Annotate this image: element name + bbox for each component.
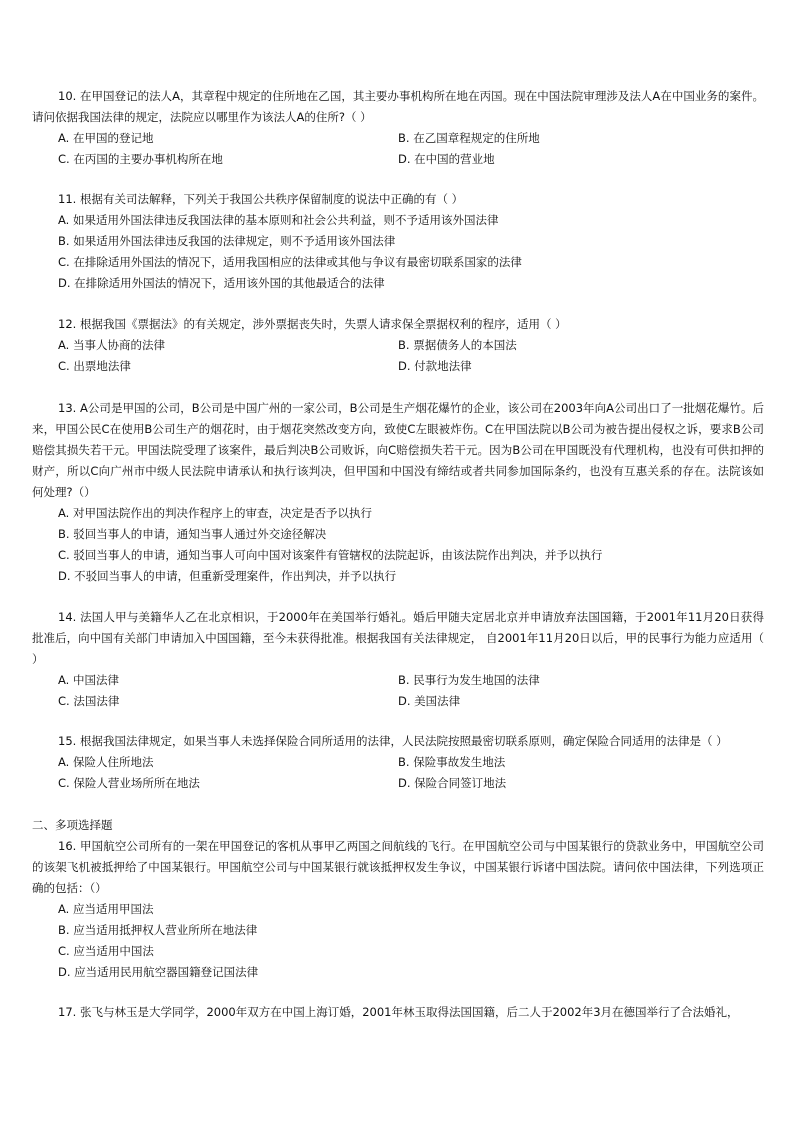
question-15 bbox=[32, 731, 764, 794]
option-a: A. 保险人住所地法 bbox=[58, 755, 154, 769]
option-a: A. 应当适用甲国法 bbox=[58, 902, 154, 916]
section-title: 二、多项选择题 bbox=[32, 818, 113, 832]
option-a: A. 中国法律 bbox=[58, 673, 119, 687]
question-17 bbox=[32, 1002, 764, 1023]
option-a: A. 在甲国的登记地 bbox=[58, 131, 154, 145]
option-c: C. 在丙国的主要办事机构所在地 bbox=[58, 152, 223, 166]
option-b: B. 应当适用抵押权人营业所所在地法律 bbox=[58, 923, 258, 937]
options bbox=[32, 335, 764, 377]
options bbox=[32, 210, 764, 294]
option-b: B. 民事行为发生地国的法律 bbox=[398, 673, 540, 687]
option-c: C. 在排除适用外国法的情况下，适用我国相应的法律或其他与争议有最密切联系国家的法律 bbox=[58, 255, 522, 269]
option-d: D. 保险合同签订地法 bbox=[398, 776, 507, 790]
option-c: C. 出票地法律 bbox=[58, 359, 131, 373]
question-stem: 13. A公司是甲国的公司，B公司是中国广州的一家公司，B公司是生产烟花爆竹的企业，该公司在2003年向A公司出口了一批烟花爆竹。后来，甲国公民C在使用B公司生产的烟花时，由于烟花突然改变方向，致使C左眼被炸伤。C在甲国法院以B公司为被告提出侵权之诉，要求B公司赔偿其损失若干元。甲国法院受理了该案件，最后判决B公司败诉，向C赔偿损失若干元。因为B公司在甲国既没有代理机构，也没有可供扣押的财产，所以C向广州市中级人民法院申请承认和执行该判决，但甲国和中国没有缔结或者共同参加国际条约，也没有互惠关系的存在。法院该如何处理?（） bbox=[32, 401, 764, 499]
option-a: A. 如果适用外国法律违反我国法律的基本原则和社会公共利益，则不予适用该外国法律 bbox=[58, 213, 499, 227]
question-stem: 15. 根据我国法律规定，如果当事人未选择保险合同所适用的法律，人民法院按照最密切联系原则，确定保险合同适用的法律是（ ） bbox=[58, 734, 728, 748]
option-c: C. 驳回当事人的申请，通知当事人可向中国对该案件有管辖权的法院起诉，由该法院作出判决，并予以执行 bbox=[58, 548, 603, 562]
question-stem: 10. 在甲国登记的法人A，其章程中规定的住所地在乙国，其主要办事机构所在地在丙国。现在中国法院审理涉及法人A在中国业务的案件。请问依据我国法律的规定，法院应以哪里作为该法人A的住所?（ ） bbox=[32, 89, 764, 124]
option-b: B. 如果适用外国法律违反我国的法律规定，则不予适用该外国法律 bbox=[58, 234, 396, 248]
option-d: D. 付款地法律 bbox=[398, 359, 472, 373]
question-12 bbox=[32, 314, 764, 377]
option-d: D. 应当适用民用航空器国籍登记国法律 bbox=[58, 965, 259, 979]
option-c: C. 法国法律 bbox=[58, 694, 120, 708]
options bbox=[32, 503, 764, 587]
option-d: D. 不驳回当事人的申请，但重新受理案件，作出判决，并予以执行 bbox=[58, 569, 397, 583]
question-10 bbox=[32, 86, 764, 170]
option-a: A. 对甲国法院作出的判决作程序上的审查，决定是否予以执行 bbox=[58, 506, 372, 520]
question-stem: 12. 根据我国《票据法》的有关规定，涉外票据丧失时，失票人请求保全票据权利的程序，适用（ ） bbox=[58, 317, 567, 331]
question-16 bbox=[32, 836, 764, 983]
question-14 bbox=[32, 607, 764, 712]
option-d: D. 在中国的营业地 bbox=[398, 152, 495, 166]
options bbox=[32, 899, 764, 983]
option-b: B. 驳回当事人的申请，通知当事人通过外交途径解决 bbox=[58, 527, 327, 541]
option-c: C. 保险人营业场所所在地法 bbox=[58, 776, 200, 790]
option-b: B. 在乙国章程规定的住所地 bbox=[398, 131, 540, 145]
option-a: A. 当事人协商的法律 bbox=[58, 338, 165, 352]
options bbox=[32, 128, 764, 170]
options bbox=[32, 752, 764, 794]
question-13 bbox=[32, 398, 764, 587]
option-d: D. 美国法律 bbox=[398, 694, 461, 708]
question-stem: 11. 根据有关司法解释，下列关于我国公共秩序保留制度的说法中正确的有（ ） bbox=[58, 192, 464, 206]
option-c: C. 应当适用中国法 bbox=[58, 944, 154, 958]
question-11 bbox=[32, 189, 764, 294]
option-b: B. 保险事故发生地法 bbox=[398, 755, 506, 769]
question-stem: 14. 法国人甲与美籍华人乙在北京相识，于2000年在美国举行婚礼。婚后甲随夫定居北京并申请放弃法国国籍，于2001年11月20日获得批准后，向中国有关部门申请加入中国国籍，至今未获得批准。根据我国有关法律规定， 自2001年11月20日以后，甲的民事行为能力应适用（ ） bbox=[32, 610, 764, 666]
option-d: D. 在排除适用外国法的情况下，适用该外国的其他最适合的法律 bbox=[58, 276, 385, 290]
options bbox=[32, 670, 764, 712]
option-b: B. 票据债务人的本国法 bbox=[398, 338, 517, 352]
question-stem: 17. 张飞与林玉是大学同学，2000年双方在中国上海订婚，2001年林玉取得法国国籍，后二人于2002年3月在德国举行了合法婚礼， bbox=[58, 1005, 739, 1019]
question-stem: 16. 甲国航空公司所有的一架在甲国登记的客机从事甲乙两国之间航线的飞行。在甲国航空公司与中国某银行的贷款业务中，甲国航空公司的该架飞机被抵押给了中国某银行。甲国航空公司与中国某银行就该抵押权发生争议，中国某银行诉诸中国法院。请问依中国法律，下列选项正确的包括：（） bbox=[32, 839, 764, 895]
